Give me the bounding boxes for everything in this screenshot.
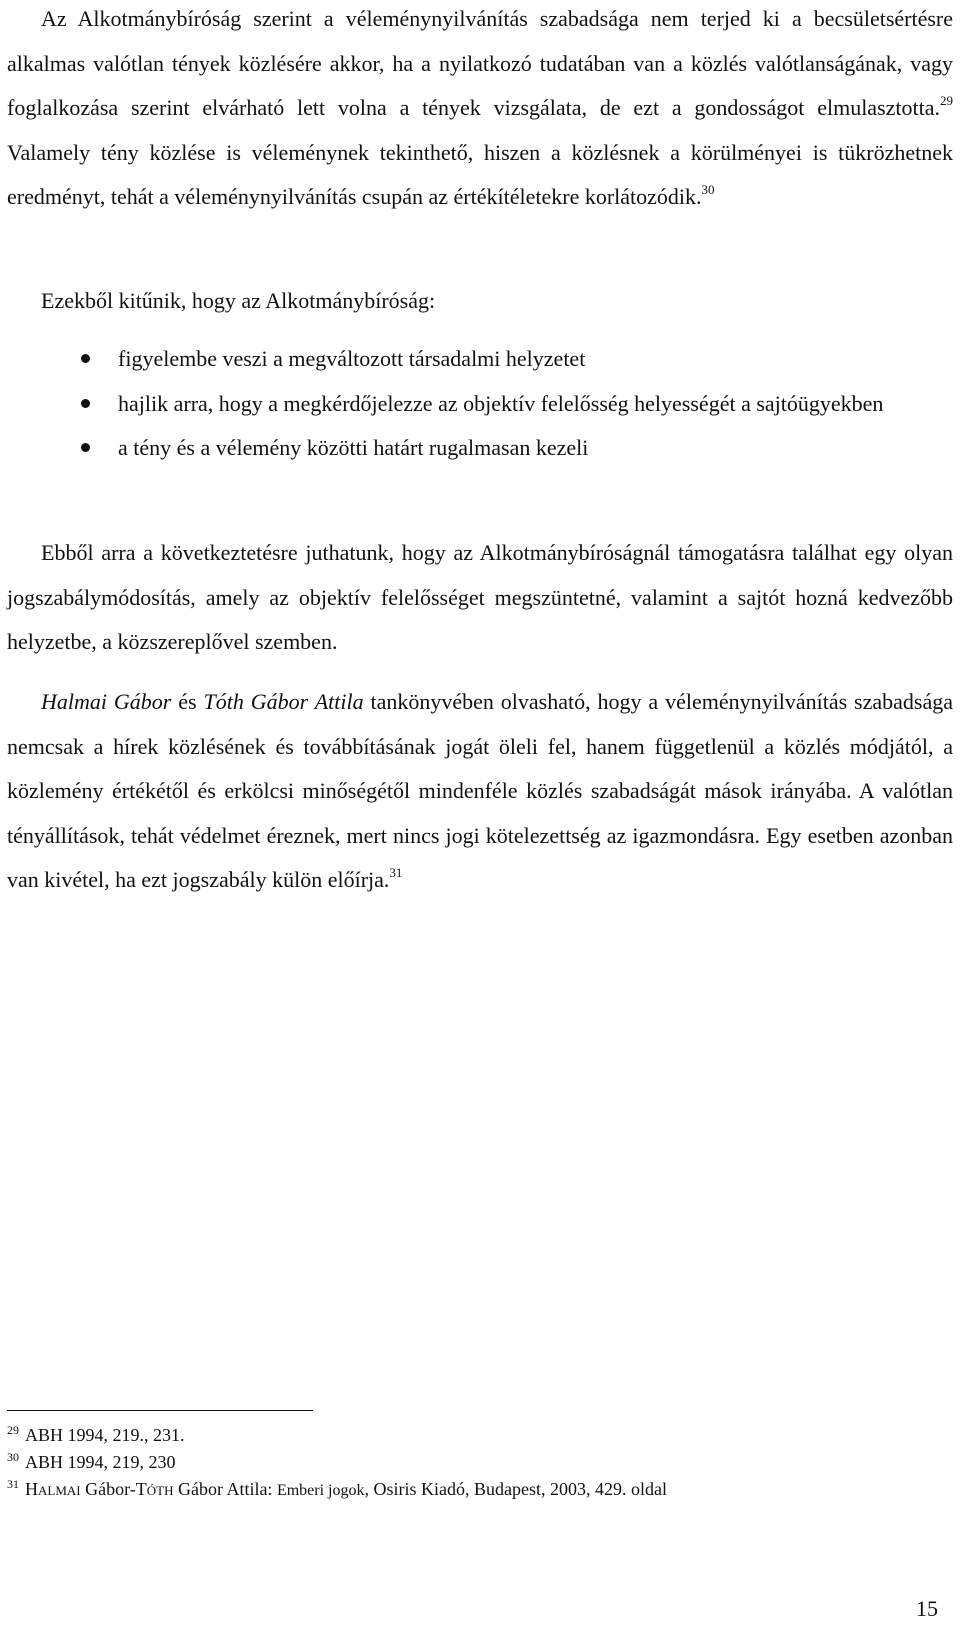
paragraph-1-text-b: Valamely tény közlése is véleménynek tekinthető, hiszen a közlésnek a körülményei is tükrözhetnek eredményt, tehát a véleménynyilvánítás csupán az értékítéletekre korlátozódik. [7, 139, 953, 210]
bullet-icon [81, 399, 90, 408]
author-name-1: Halmai Gábor [41, 689, 172, 714]
footnote-separator [7, 1410, 313, 1411]
page-number: 15 [916, 1596, 938, 1621]
paragraph-4-text: tankönyvében olvasható, hogy a véleménynyilvánítás szabadsága nemcsak a hírek közlésének és továbbításának jogát öleli fel, hanem függetlenül a közlés módjától, a közlemény értékétől és erkölcsi minőségétől mindenféle közlés szabadságát mások irányába. A valótlan tényállítások, tehát védelmet éreznek, mert nincs jogi kötelezettség az igazmondásra. Egy esetben azonban van kivétel, ha ezt jogszabály külön előírja. [7, 689, 953, 893]
paragraph-4: Halmai Gábor és Tóth Gábor Attila tankönyvében olvasható, hogy a véleménynyilvánítás szabadsága nemcsak a hírek közlésének és továbbításának jogát öleli fel, hanem függetlenül a közlés módjától, a közlemény értékétől és erkölcsi minőségétől mindenféle közlés szabadságát mások irányába. A valótlan tényállítások, tehát védelmet éreznek, mert nincs jogi kötelezettség az igazmondásra. Egy esetben azonban van kivétel, ha ezt jogszabály külön előírja.$^{31}$ [7, 689, 953, 893]
list-item: a tény és a vélemény közötti határt rugalmasan kezeli [78, 426, 953, 471]
book-title: Emberi jogok [276, 1482, 365, 1499]
footnote-ref-31[interactable]: 31 [389, 865, 403, 881]
footnote-31: $^{31}$ HALMAI Gábor-TÓTH Gábor Attila: Emberi jogok, Osiris Kiadó, Budapest, 2003, 429. oldal [7, 1477, 667, 1499]
footnotes [7, 1422, 953, 1504]
paragraph-1 [7, 0, 953, 220]
list-item: figyelembe veszi a megváltozott társadalmi helyzetet [78, 337, 953, 382]
bullet-list [78, 337, 953, 471]
list-item: hajlik arra, hogy a megkérdőjelezze az objektív felelősség helyességét a sajtóügyekben [78, 382, 953, 427]
bullet-icon [81, 443, 90, 452]
footnote-29: $^{29}$ ABH 1994, 219., 231. [7, 1423, 185, 1445]
author-name-2: Tóth Gábor Attila [203, 689, 364, 714]
footnote-30: $^{30}$ ABH 1994, 219, 230 [7, 1450, 176, 1472]
paragraph-3: Ebből arra a következtetésre juthatunk, hogy az Alkotmánybíróságnál támogatásra találhat egy olyan jogszabálymódosítás, amely az objektív felelősséget megszüntetné, valamint a sajtót hozná kedvezőbb helyzetbe, a közszereplővel szemben. [7, 540, 953, 655]
footnote-ref-30[interactable]: 30 [701, 182, 715, 198]
bullet-icon [81, 354, 90, 363]
footnote-ref-29[interactable]: 29 [940, 93, 953, 109]
paragraph-1-text-a: Az Alkotmánybíróság szerint a véleménynyilvánítás szabadsága nem terjed ki a becsületsértésre alkalmas valótlan tények közlésére akkor, ha a nyilatkozó tudatában van a közlés valótlanságának, vagy foglalkozása szerint elvárható lett volna a tények vizsgálata, de ezt a gondosságot elmulasztotta. [7, 6, 953, 121]
paragraph-2: Ezekből kitűnik, hogy az Alkotmánybíróság: [41, 288, 436, 313]
